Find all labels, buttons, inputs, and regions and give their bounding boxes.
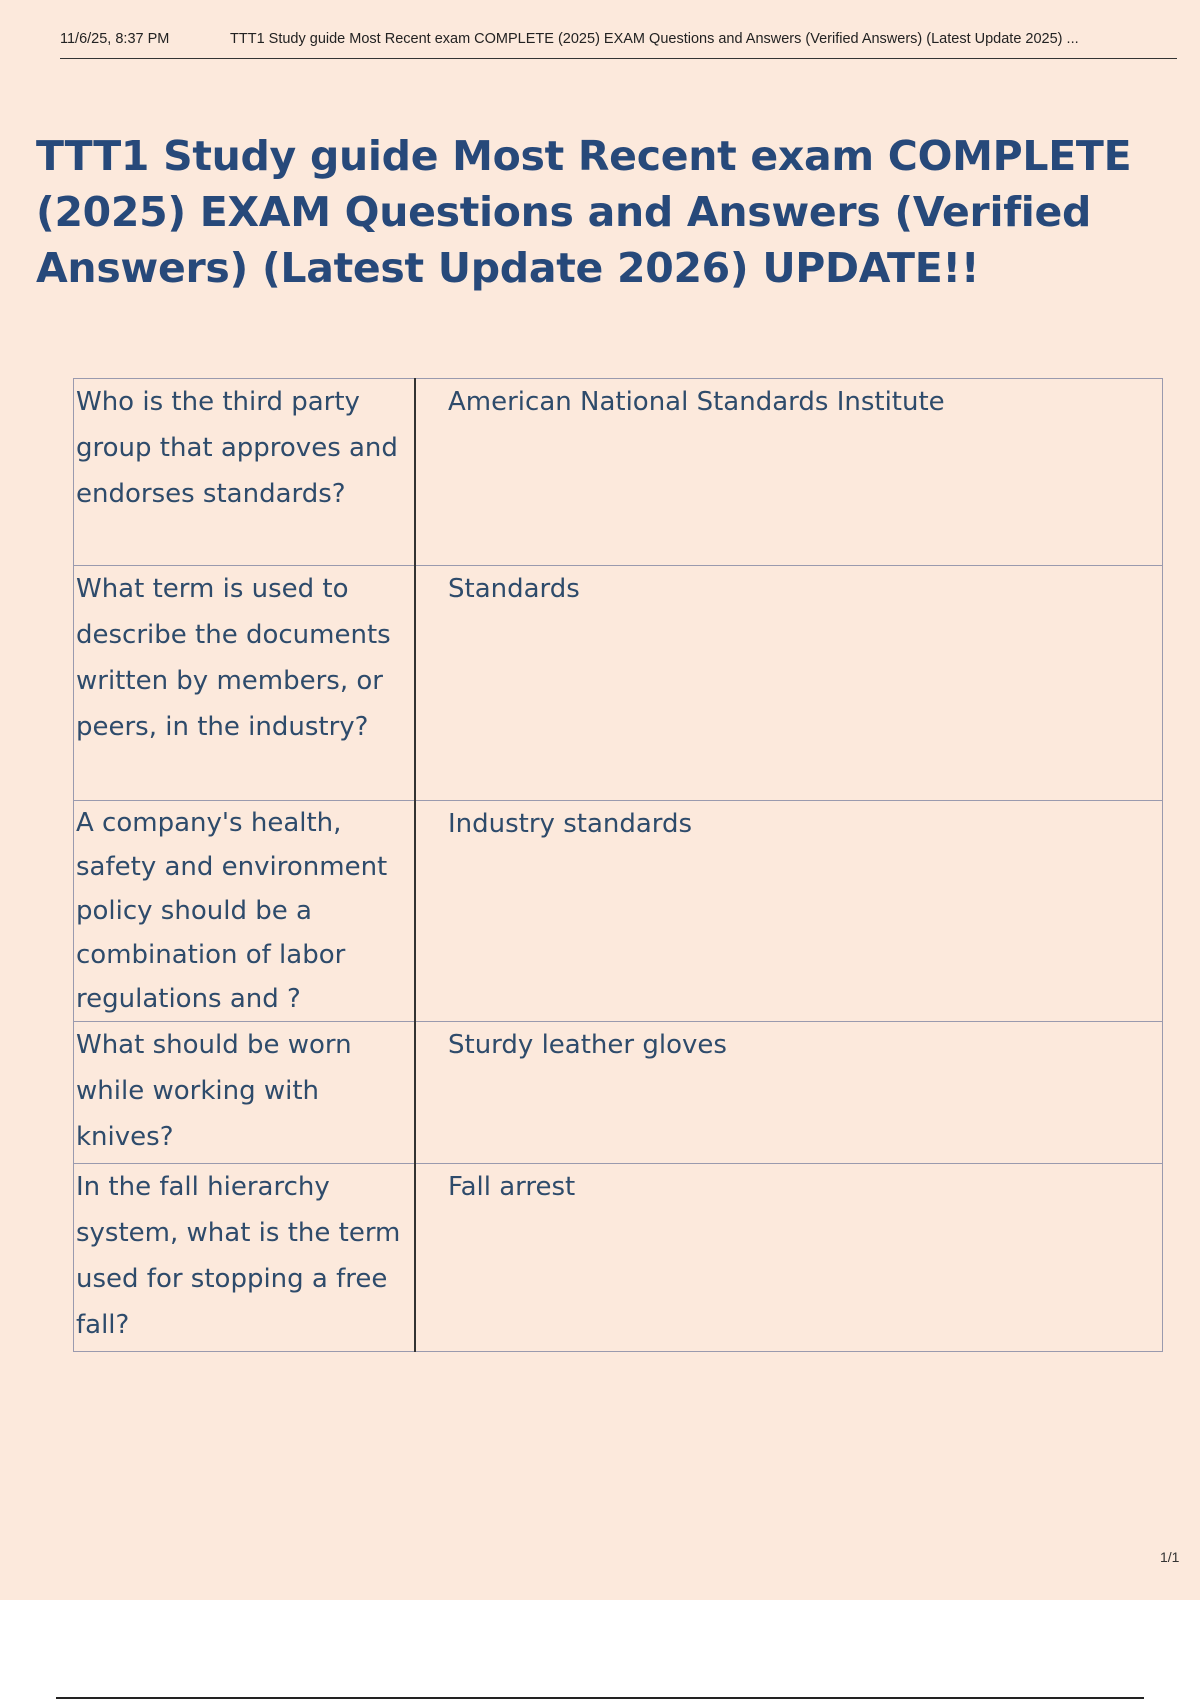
print-header-title: TTT1 Study guide Most Recent exam COMPLETE (2025) EXAM Questions and Answers (Verified Answers) (Latest Update 2025) ... — [230, 31, 1079, 47]
print-header — [60, 28, 1177, 59]
table-row — [74, 1164, 1163, 1352]
table-row — [74, 379, 1163, 566]
table-row — [74, 801, 1163, 1022]
question-cell: What should be worn while working with knives? — [74, 1022, 416, 1164]
question-cell: A company's health, safety and environment policy should be a combination of labor regulations and ? — [74, 801, 416, 1022]
question-cell: Who is the third party group that approves and endorses standards? — [74, 379, 416, 566]
qa-table — [73, 378, 1163, 1352]
table-row — [74, 566, 1163, 801]
table-row — [74, 1022, 1163, 1164]
answer-cell: Industry standards — [415, 801, 1163, 1022]
document-title: TTT1 Study guide Most Recent exam COMPLETE (2025) EXAM Questions and Answers (Verified Answers) (Latest Update 2026) UPDATE!! — [36, 132, 1132, 292]
answer-cell: Standards — [415, 566, 1163, 801]
print-date: 11/6/25, 8:37 PM — [60, 31, 170, 47]
question-cell: What term is used to describe the documents written by members, or peers, in the industry? — [74, 566, 416, 801]
page-number: 1/1 — [1160, 1549, 1180, 1565]
answer-cell: Fall arrest — [415, 1164, 1163, 1352]
answer-cell: American National Standards Institute — [415, 379, 1163, 566]
question-cell: In the fall hierarchy system, what is the term used for stopping a free fall? — [74, 1164, 416, 1352]
answer-cell: Sturdy leather gloves — [415, 1022, 1163, 1164]
page-divider — [56, 1697, 1144, 1699]
